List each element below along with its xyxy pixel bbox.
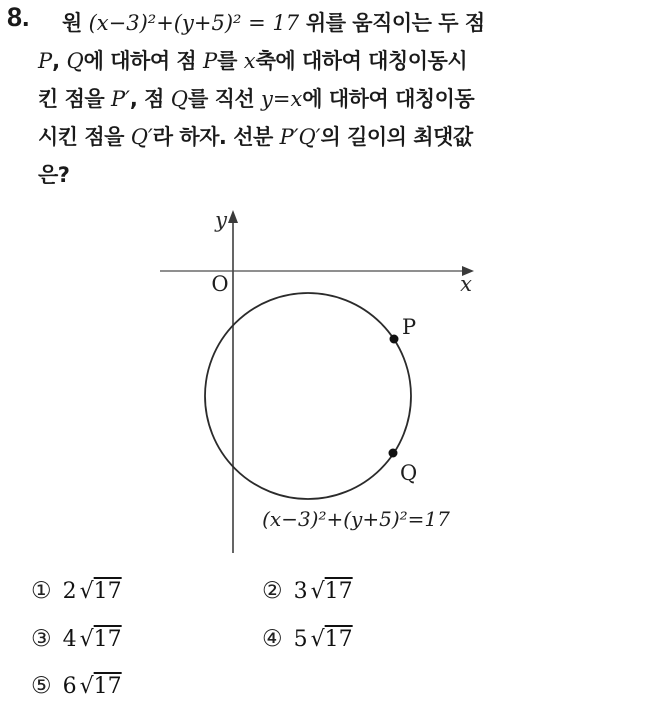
option-1-coefficient: 2 — [62, 579, 77, 604]
sqrt-symbol: √ — [79, 627, 94, 652]
question-number: 8. — [7, 2, 30, 32]
math-p: P — [38, 49, 53, 73]
point-q-dot — [389, 449, 398, 458]
point-q-label: Q — [400, 461, 418, 485]
math-q-prime: Q′ — [130, 125, 153, 149]
option-2-coefficient: 3 — [293, 579, 308, 604]
question-line-2-text3: 를 — [217, 49, 244, 73]
question-line-1-text: 원 — [62, 11, 89, 35]
point-p-dot — [390, 335, 399, 344]
question-line-1-text2: 위를 움직이는 두 점 — [299, 11, 485, 35]
math-x: x — [243, 49, 256, 73]
question-line-2-text: , — [52, 49, 67, 73]
option-3-radicand: 17 — [93, 627, 122, 652]
question-line-4 — [38, 118, 658, 156]
option-5-radicand: 17 — [93, 674, 122, 699]
option-3[interactable] — [31, 626, 122, 652]
math-p2: P — [203, 49, 218, 73]
question-line-1 — [38, 4, 658, 42]
sqrt-symbol: √ — [310, 579, 325, 604]
circle-equation-label: (x−3)²+(y+5)²=17 — [262, 507, 450, 531]
math-q2: Q — [170, 87, 188, 111]
math-p-prime: P′ — [110, 87, 130, 111]
circle-equation-inline: (x−3)²+(y+5)² = 17 — [88, 11, 300, 35]
option-5-number: ⑤ — [31, 673, 52, 699]
option-2-radicand: 17 — [324, 579, 353, 604]
option-4[interactable] — [262, 626, 353, 652]
math-q: Q — [66, 49, 84, 73]
question-line-4-text: 시킨 점을 — [38, 125, 131, 149]
coordinate-diagram — [0, 195, 560, 570]
point-p-label: P — [402, 315, 417, 339]
question-line-3-text4: 에 대하여 대칭이동 — [302, 87, 475, 111]
origin-label: O — [211, 272, 229, 296]
option-1-radicand: 17 — [93, 579, 122, 604]
option-2[interactable] — [262, 578, 353, 604]
y-axis-arrow-icon — [228, 210, 238, 223]
question-line-3-text2: , 점 — [129, 87, 171, 111]
option-2-number: ② — [262, 578, 283, 604]
question-line-3 — [38, 80, 658, 118]
math-segment-p-prime-q-prime: P′Q′ — [279, 125, 321, 149]
option-3-number: ③ — [31, 626, 52, 652]
option-4-radicand: 17 — [324, 627, 353, 652]
question-line-2-text4: 축에 대하여 대칭이동시 — [255, 49, 468, 73]
question-line-5-text: 은? — [38, 163, 70, 187]
sqrt-symbol: √ — [310, 627, 325, 652]
question-line-4-text2: 라 하자. 선분 — [152, 125, 280, 149]
option-3-coefficient: 4 — [62, 627, 77, 652]
option-1-number: ① — [31, 578, 52, 604]
option-5-coefficient: 6 — [62, 674, 77, 699]
question-line-2-text2: 에 대하여 점 — [83, 49, 204, 73]
question-line-3-text: 킨 점을 — [38, 87, 111, 111]
option-1[interactable] — [31, 578, 122, 604]
math-line-y-equals-x: y=x — [260, 87, 303, 111]
option-4-number: ④ — [262, 626, 283, 652]
question-line-4-text3: 의 길이의 최댓값 — [320, 125, 473, 149]
y-axis-label: y — [215, 208, 227, 232]
question-text — [38, 4, 658, 194]
sqrt-symbol: √ — [79, 674, 94, 699]
question-line-3-text3: 를 직선 — [188, 87, 261, 111]
option-4-coefficient: 5 — [293, 627, 308, 652]
circle-curve — [205, 293, 411, 499]
question-line-5 — [38, 156, 658, 194]
sqrt-symbol: √ — [79, 579, 94, 604]
option-5[interactable] — [31, 673, 122, 699]
question-line-2 — [38, 42, 658, 80]
x-axis-label: x — [460, 272, 472, 296]
